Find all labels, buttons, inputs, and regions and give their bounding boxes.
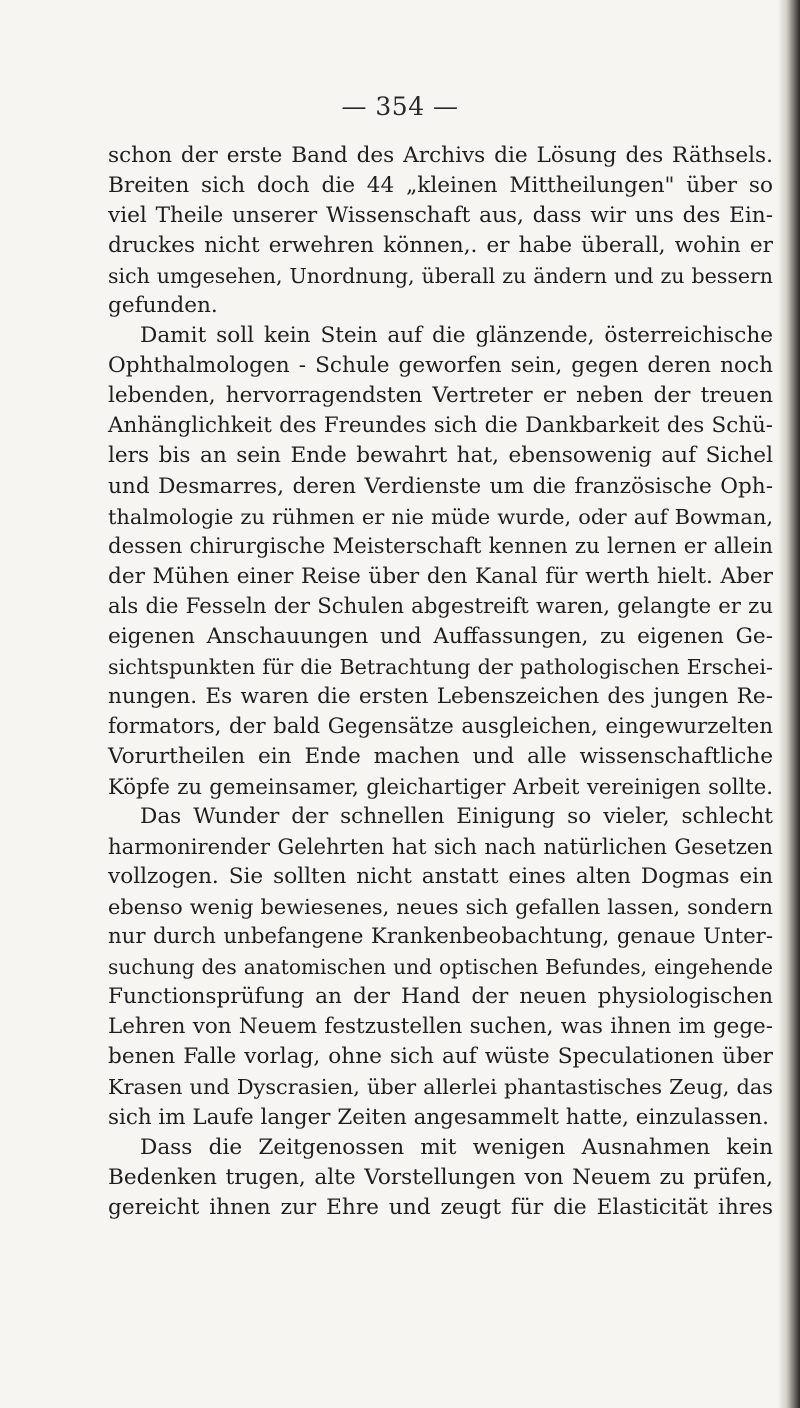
text-line: Breiten sich doch die 44 „kleinen Mittheilungen" über so <box>108 173 773 199</box>
text-line: vollzogen. Sie sollten nicht anstatt eines alten Dogmas ein <box>108 864 773 890</box>
binding-shadow <box>778 0 800 1408</box>
text-line: nur durch unbefangene Krankenbeobachtung, genaue Unter- <box>108 924 773 950</box>
text-line: sich im Laufe langer Zeiten angesammelt hatte, einzulassen. <box>108 1104 769 1130</box>
body-text <box>108 141 773 1223</box>
text-line: eigenen Anschauungen und Auffassungen, zu eigenen Ge- <box>108 623 773 649</box>
text-line: Ophthalmologen - Schule geworfen sein, gegen deren noch <box>108 353 773 379</box>
text-line: harmonirender Gelehrten hat sich nach natürlichen Gesetzen <box>108 834 773 860</box>
text-line: Köpfe zu gemeinsamer, gleichartiger Arbeit vereinigen sollte. <box>108 773 773 799</box>
text-line: gereicht ihnen zur Ehre und zeugt für die Elasticität ihres <box>108 1194 773 1220</box>
page-number: — 354 — <box>341 92 459 121</box>
text-line: Krasen und Dyscrasien, über allerlei phantastisches Zeug, das <box>108 1075 773 1100</box>
text-line: und Desmarres, deren Verdienste um die französische Oph- <box>108 473 773 499</box>
text-line: schon der erste Band des Archivs die Lösung des Räthsels. <box>108 143 773 168</box>
text-line: Vorurtheilen ein Ende machen und alle wissenschaftliche <box>108 743 773 769</box>
text-line: viel Theile unserer Wissenschaft aus, dass wir uns des Ein- <box>108 203 773 229</box>
text-line: Anhänglichkeit des Freundes sich die Dankbarkeit des Schü- <box>108 413 773 439</box>
text-line: formators, der bald Gegensätze ausgleichen, eingewurzelten <box>108 713 773 739</box>
text-line: Functionsprüfung an der Hand der neuen physiologischen <box>108 984 773 1010</box>
text-line: dessen chirurgische Meisterschaft kennen zu lernen er allein <box>108 533 773 559</box>
text-line: druckes nicht erwehren können,. er habe überall, wohin er <box>108 233 773 259</box>
text-line: lebenden, hervorragendsten Vertreter er neben der treuen <box>108 383 773 409</box>
text-line: suchung des anatomischen und optischen Befundes, eingehende <box>108 955 773 980</box>
text-line: sichtspunkten für die Betrachtung der pathologischen Erschei- <box>108 654 773 679</box>
text-line: gefunden. <box>108 293 218 319</box>
text-line: thalmologie zu rühmen er nie müde wurde, oder auf Bowman, <box>108 504 773 529</box>
text-line: benen Falle vorlag, ohne sich auf wüste Speculationen über <box>108 1044 773 1070</box>
text-line: ebenso wenig bewiesenes, neues sich gefallen lassen, sondern <box>108 895 773 920</box>
text-line: lers bis an sein Ende bewahrt hat, ebensowenig auf Sichel <box>108 443 773 469</box>
text-line: sich umgesehen, Unordnung, überall zu ändern und zu bessern <box>108 264 773 289</box>
text-line: Bedenken trugen, alte Vorstellungen von Neuem zu prüfen, <box>108 1164 773 1190</box>
text-line: der Mühen einer Reise über den Kanal für werth hielt. Aber <box>108 563 773 589</box>
text-line: Das Wunder der schnellen Einigung so vieler, schlecht <box>140 804 773 830</box>
text-line: Dass die Zeitgenossen mit wenigen Ausnahmen kein <box>140 1134 773 1160</box>
text-line: nungen. Es waren die ersten Lebenszeichen des jungen Re- <box>108 683 773 709</box>
text-line: als die Fesseln der Schulen abgestreift waren, gelangte er zu <box>108 593 773 619</box>
text-line: Lehren von Neuem festzustellen suchen, was ihnen im gege- <box>108 1014 773 1040</box>
text-line: Damit soll kein Stein auf die glänzende, österreichische <box>140 323 773 349</box>
